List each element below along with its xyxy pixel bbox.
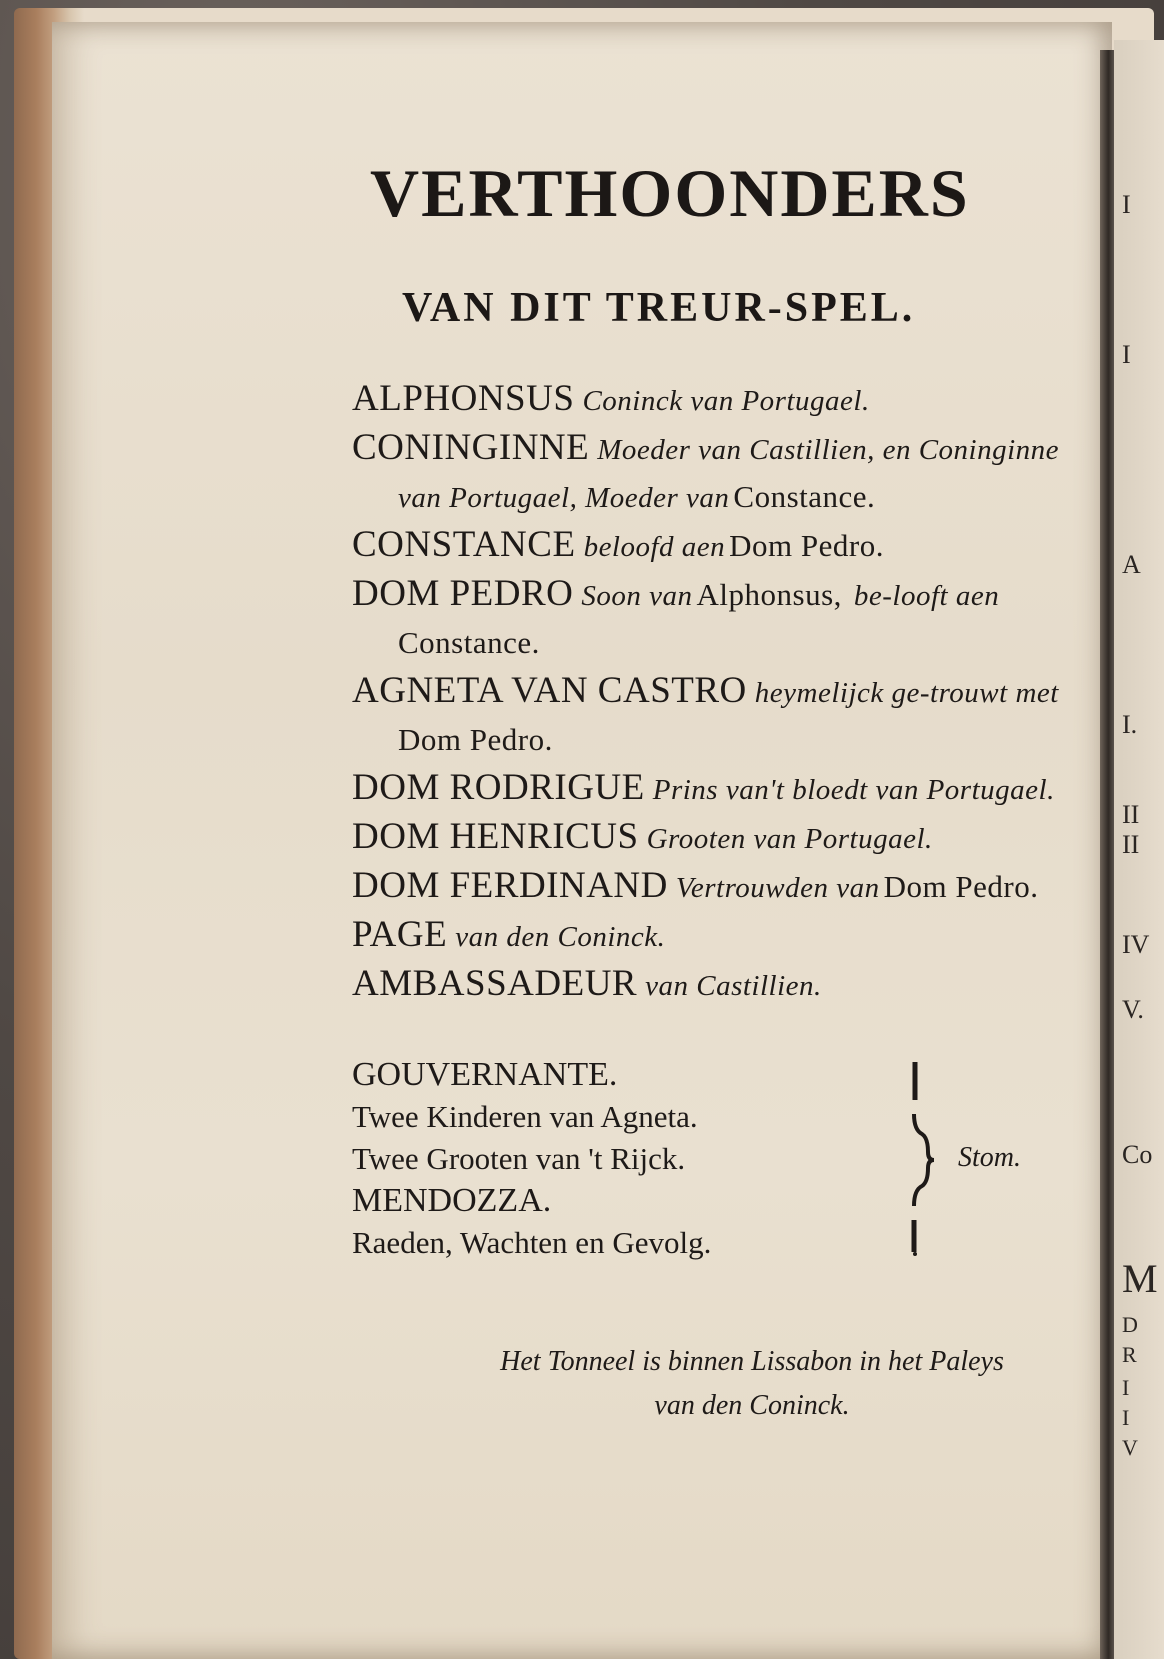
cast-name: PAGE bbox=[352, 914, 448, 955]
curly-brace-icon bbox=[908, 1060, 938, 1256]
facing-page-fragment: I. bbox=[1122, 710, 1138, 739]
cast-entry bbox=[352, 573, 1072, 670]
facing-page-fragment: I bbox=[1122, 190, 1131, 219]
facing-page-fragment: V. bbox=[1122, 995, 1144, 1024]
mute-characters-block bbox=[352, 1054, 1072, 1264]
page-subtitle: VAN DIT TREUR-SPEL. bbox=[402, 285, 916, 331]
cast-description: van den Coninck. bbox=[455, 921, 666, 953]
cast-list bbox=[352, 378, 1072, 1012]
facing-page-fragment: I bbox=[1122, 340, 1131, 369]
cast-description: Grooten van Portugael. bbox=[646, 823, 933, 855]
facing-page-fragment: A bbox=[1122, 550, 1141, 579]
cast-description-plain: Constance. bbox=[733, 479, 876, 514]
cast-entry bbox=[352, 963, 1072, 1012]
facing-page-fragment: IV bbox=[1122, 930, 1150, 959]
cast-name: DOM RODRIGUE bbox=[352, 767, 645, 808]
cast-entry bbox=[352, 524, 1072, 573]
cast-name: DOM FERDINAND bbox=[352, 865, 668, 906]
cast-description-plain: Dom Pedro. bbox=[729, 528, 884, 563]
cast-description-plain: Constance. bbox=[398, 625, 540, 660]
facing-page-fragment: Co bbox=[1122, 1140, 1153, 1169]
book-page bbox=[52, 22, 1112, 1659]
cast-name: DOM PEDRO bbox=[352, 573, 574, 614]
mute-character: Twee Kinderen van Agneta. bbox=[352, 1099, 698, 1134]
cast-entry bbox=[352, 767, 1072, 816]
mute-character: Twee Grooten van 't Rijck. bbox=[352, 1141, 686, 1176]
facing-page-fragment: II bbox=[1122, 800, 1140, 829]
cast-description: Soon van bbox=[581, 580, 693, 612]
cast-description-plain: Dom Pedro. bbox=[883, 869, 1039, 904]
facing-page-edge bbox=[1114, 40, 1164, 1659]
mute-character: GOUVERNANTE. bbox=[352, 1056, 618, 1093]
mute-character: Raeden, Wachten en Gevolg. bbox=[352, 1225, 712, 1260]
mute-character: MENDOZZA. bbox=[352, 1182, 552, 1219]
cast-description-plain: Alphonsus, bbox=[696, 577, 842, 612]
cast-description: heymelijck ge-trouwt met bbox=[754, 677, 1059, 709]
book-gutter bbox=[1100, 50, 1114, 1659]
cast-entry bbox=[352, 378, 1072, 427]
cast-description: beloofd aen bbox=[583, 531, 726, 563]
cast-entry bbox=[352, 914, 1072, 963]
facing-page-fragment: V bbox=[1122, 1435, 1138, 1460]
cast-description: Vertrouwden van bbox=[675, 872, 880, 904]
facing-page-fragment: R bbox=[1122, 1342, 1137, 1367]
scene-note-line: Het Tonneel is binnen Lissabon in het Paleys bbox=[500, 1346, 1004, 1377]
cast-name: AGNETA VAN CASTRO bbox=[352, 670, 747, 711]
cast-name: ALPHONSUS bbox=[352, 378, 575, 419]
cast-entry bbox=[352, 865, 1072, 914]
scene-note-line: van den Coninck. bbox=[654, 1390, 850, 1421]
scene-note bbox=[412, 1340, 1092, 1428]
page-title: VERTHOONDERS bbox=[370, 155, 970, 231]
cast-name: CONINGINNE bbox=[352, 427, 590, 468]
cast-description-plain: Dom Pedro. bbox=[398, 722, 553, 757]
cast-entry bbox=[352, 427, 1072, 524]
cast-name: AMBASSADEUR bbox=[352, 963, 638, 1004]
mute-label: Stom. bbox=[958, 1142, 1021, 1173]
facing-page-fragment: II bbox=[1122, 830, 1140, 859]
facing-page-fragment: I bbox=[1122, 1375, 1130, 1400]
facing-page-fragment: M bbox=[1122, 1256, 1158, 1301]
facing-page-fragment: I bbox=[1122, 1405, 1130, 1430]
cast-description: Prins van't bloedt van Portugael. bbox=[652, 774, 1055, 806]
cast-entry bbox=[352, 670, 1072, 767]
cast-description: van Castillien. bbox=[645, 970, 822, 1002]
cast-description: be-looft aen bbox=[853, 580, 1000, 612]
cast-description: Moeder van Castillien, en Coninginne van Portugael, Moeder van bbox=[398, 434, 1060, 514]
facing-page-fragment: D bbox=[1122, 1312, 1138, 1337]
cast-name: DOM HENRICUS bbox=[352, 816, 639, 857]
cast-name: CONSTANCE bbox=[352, 524, 576, 565]
cast-description: Coninck van Portugael. bbox=[582, 385, 870, 417]
cast-entry bbox=[352, 816, 1072, 865]
